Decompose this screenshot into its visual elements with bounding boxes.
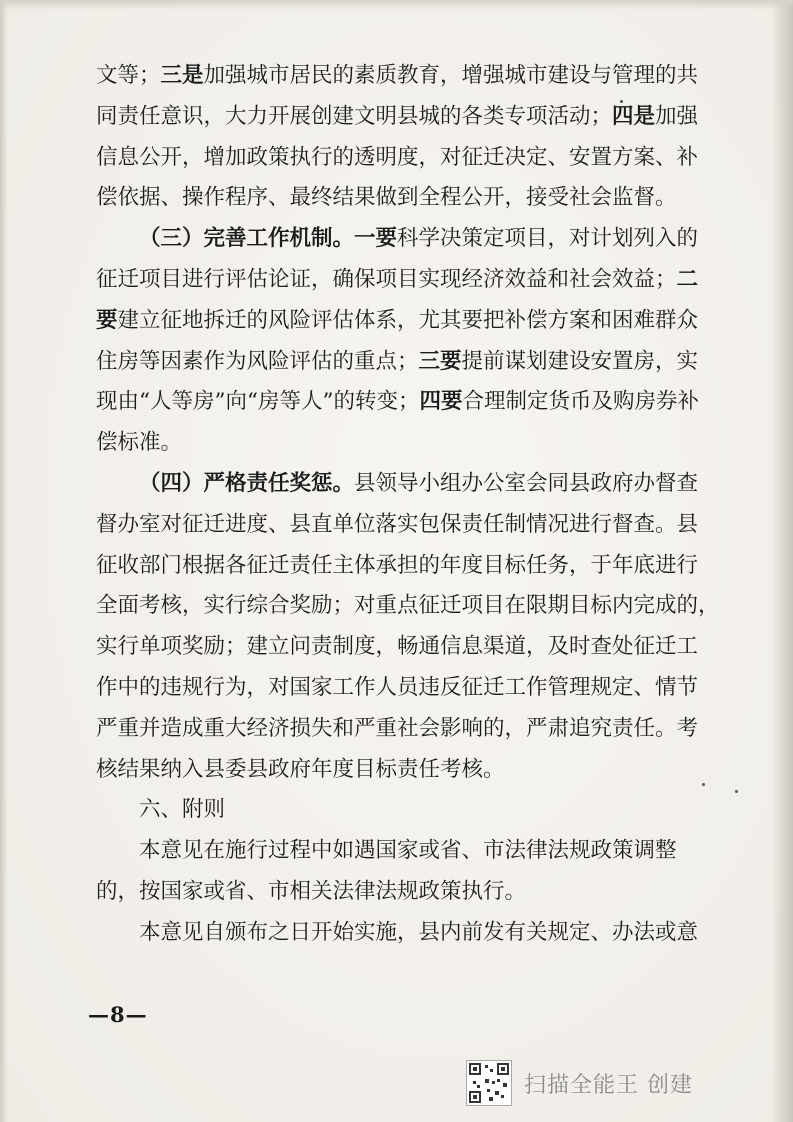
text-line bbox=[96, 97, 724, 138]
bold-text-segment: 一要 bbox=[354, 226, 398, 252]
text-segment: 信息公开，增加政策执行的透明度，对征迁决定、安置方案、补 bbox=[96, 144, 699, 170]
text-segment: 的，按国家或省、市相关法律法规政策执行。 bbox=[96, 878, 527, 904]
document-body bbox=[96, 56, 724, 954]
text-line bbox=[96, 709, 724, 750]
text-line bbox=[96, 178, 724, 219]
text-line bbox=[96, 872, 724, 913]
text-segment: 征收部门根据各征迁责任主体承担的年度目标任务，于年底进行 bbox=[96, 552, 699, 578]
bold-text-segment: 四要 bbox=[419, 389, 463, 415]
text-segment: 加强 bbox=[655, 103, 699, 129]
text-segment: 县领导小组办公室会同县政府办督查 bbox=[354, 470, 699, 496]
text-segment: 本意见自颁布之日开始实施，县内前发有关规定、办法或意 bbox=[139, 919, 699, 945]
text-line bbox=[96, 790, 724, 831]
text-segment: 偿标准。 bbox=[96, 430, 183, 456]
text-segment: 督办室对征迁进度、县直单位落实包保责任制情况进行督查。县 bbox=[96, 511, 699, 537]
text-segment: 严重并造成重大经济损失和严重社会影响的，严肃追究责任。考 bbox=[96, 715, 699, 741]
text-line bbox=[96, 219, 724, 260]
qr-code-icon bbox=[466, 1060, 512, 1106]
page-shadow-right bbox=[771, 0, 793, 1122]
text-segment: 提前谋划建设安置房，实 bbox=[461, 348, 699, 374]
page-number: —8— bbox=[88, 1002, 148, 1027]
text-line bbox=[96, 138, 724, 179]
text-segment: 文等； bbox=[96, 63, 161, 88]
text-line bbox=[96, 505, 724, 546]
text-line bbox=[96, 546, 724, 587]
text-segment: 六、附则 bbox=[139, 797, 226, 823]
watermark-text: 扫描全能王 创建 bbox=[524, 1072, 693, 1098]
text-line bbox=[96, 831, 724, 872]
bold-text-segment: 二 bbox=[676, 266, 699, 292]
text-segment: 合理制定货币及购房券补 bbox=[462, 389, 699, 415]
text-segment: 同责任意识，大力开展创建文明县城的各类专项活动； bbox=[96, 103, 613, 129]
bold-text-segment: 三是 bbox=[160, 63, 204, 88]
bold-text-segment: 三要 bbox=[418, 348, 462, 374]
text-line bbox=[96, 301, 724, 342]
page-shadow-top bbox=[0, 0, 793, 10]
text-segment: 住房等因素作为风险评估的重点； bbox=[96, 348, 419, 374]
text-line bbox=[96, 464, 724, 505]
text-segment: 实行单项奖励；建立问责制度，畅通信息渠道，及时查处征迁工 bbox=[96, 634, 699, 660]
text-line bbox=[96, 423, 724, 464]
text-line bbox=[96, 913, 724, 954]
text-segment: 现由“人等房”向“房等人”的转变； bbox=[96, 389, 420, 415]
text-segment: 征迁项目进行评估论证，确保项目实现经济效益和社会效益； bbox=[96, 266, 677, 292]
bold-text-segment: 要 bbox=[96, 307, 118, 333]
text-line bbox=[96, 750, 724, 791]
page-shadow-left bbox=[0, 0, 8, 1122]
text-line bbox=[96, 668, 724, 709]
bold-text-segment: （三）完善工作机制。 bbox=[139, 226, 355, 252]
text-segment: 偿依据、操作程序、最终结果做到全程公开，接受社会监督。 bbox=[96, 185, 677, 211]
scanner-watermark bbox=[466, 1058, 693, 1108]
bold-text-segment: （四）严格责任奖惩。 bbox=[139, 470, 355, 496]
text-segment: 作中的违规行为，对国家工作人员违反征迁工作管理规定、情节 bbox=[96, 674, 699, 700]
text-segment: 本意见在施行过程中如遇国家或省、市法律法规政策调整 bbox=[139, 838, 677, 864]
text-line bbox=[96, 627, 724, 668]
text-line bbox=[96, 586, 724, 627]
text-segment: 建立征地拆迁的风险评估体系，尤其要把补偿方案和困难群众 bbox=[117, 307, 699, 333]
text-segment: 加强城市居民的素质教育，增强城市建设与管理的共 bbox=[203, 63, 699, 88]
text-segment: 全面考核，实行综合奖励；对重点征迁项目在限期目标内完成的， bbox=[96, 593, 720, 619]
text-segment: 核结果纳入县委县政府年度目标责任考核。 bbox=[96, 756, 505, 782]
text-line bbox=[96, 382, 724, 423]
text-line bbox=[96, 342, 724, 383]
bold-text-segment: 四是 bbox=[612, 103, 656, 129]
text-line bbox=[96, 260, 724, 301]
text-line bbox=[96, 56, 724, 97]
text-segment: 科学决策定项目，对计划列入的 bbox=[397, 226, 699, 252]
